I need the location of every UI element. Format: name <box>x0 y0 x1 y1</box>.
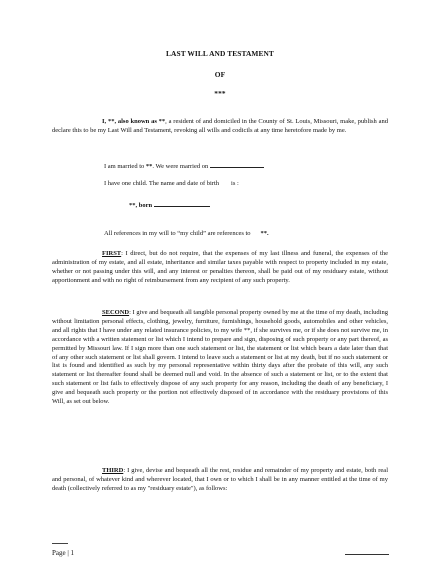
intro-paragraph <box>52 118 388 136</box>
third-text: : I give, devise and bequeath all the rest, residue and remainder of my property and estate, both real and personal, of whatever kind and wherever located, that I own or to which I shall be in any manner entitled at the time of my death (collectively referred to as my "residuary estate"), as follows: <box>52 467 388 492</box>
page-number: Page | 1 <box>52 549 75 557</box>
child-text: I have one child. The name and date of birth <box>104 180 220 187</box>
footer-rule <box>52 543 68 544</box>
third-paragraph <box>52 467 388 494</box>
testator-name-placeholder: *** <box>214 89 226 98</box>
child-birth-blank <box>154 200 210 207</box>
second-heading: SECOND <box>102 309 130 316</box>
third-heading: THIRD <box>102 467 124 474</box>
first-paragraph <box>52 250 388 286</box>
references-text: All references in my will to “my child” are references to <box>104 230 251 237</box>
title-of: OF <box>214 70 226 79</box>
references-line <box>104 230 269 239</box>
married-lead: I am married to <box>104 163 146 170</box>
child-after: is : <box>231 180 239 187</box>
first-text: : I direct, but do not require, that the expenses of my last illness and funeral, the expenses of the administration of my estate, and all estate, inheritance and similar taxes payable with respect to property included in my estate, whether or not passing under this will, and any interest or penalties thereon, shall be paid out of my residuary estate, without apportionment and with no right of reimbursement from any recipient of any such property. <box>52 250 388 284</box>
child-name: **, born <box>129 202 154 209</box>
married-line <box>104 161 264 172</box>
first-heading: FIRST <box>102 250 122 257</box>
document-title: LAST WILL AND TESTAMENT <box>166 49 274 58</box>
references-name: **. <box>260 230 269 237</box>
married-mid: . We were married on <box>152 163 210 170</box>
marriage-date-blank <box>210 161 264 168</box>
second-paragraph <box>52 309 388 407</box>
second-text: : I give and bequeath all tangible personal property owned by me at the time of my death, including without limitation personal effects, clothing, jewelry, furniture, furnishings, household goods, automobiles and other vehicles, and all rights that I have under any related insurance policies, to my wife **, if she survives me, or if she does not survive me, in accordance with a written statement or list which I intend to prepare and sign, disposing of such property or any part thereof, as permitted by Missouri law. If I sign more than one such statement or list, the statement or list which bears a date later than that of any other such statement or list shall govern. I intend to leave such a statement or list at my death, but if no such statement or list is found and identified as such by my personal representative within thirty days after the probate of this will, any such statement or list thereafter found shall be deemed null and void. In the absence of such a statement or list, or to the extent that such statement or list fails to effectively dispose of any such property for any reason, including the death of any beneficiary, I give and bequeath such property or the portion not effectively disposed of in accordance with the residuary provisions of this Will, as set out below. <box>52 309 388 406</box>
child-entry-line <box>129 200 210 211</box>
spouse-name: ** <box>145 163 153 170</box>
intro-text: , a resident of and domiciled in the County of St. Louis, Missouri, make, publish and declare this to be my Last Will and Testament, revoking all wills and codicils at any time heretofore made by me. <box>52 118 388 134</box>
initials-line <box>345 554 389 555</box>
intro-lead: I, **, also known as ** <box>102 118 166 125</box>
child-line <box>104 180 239 189</box>
